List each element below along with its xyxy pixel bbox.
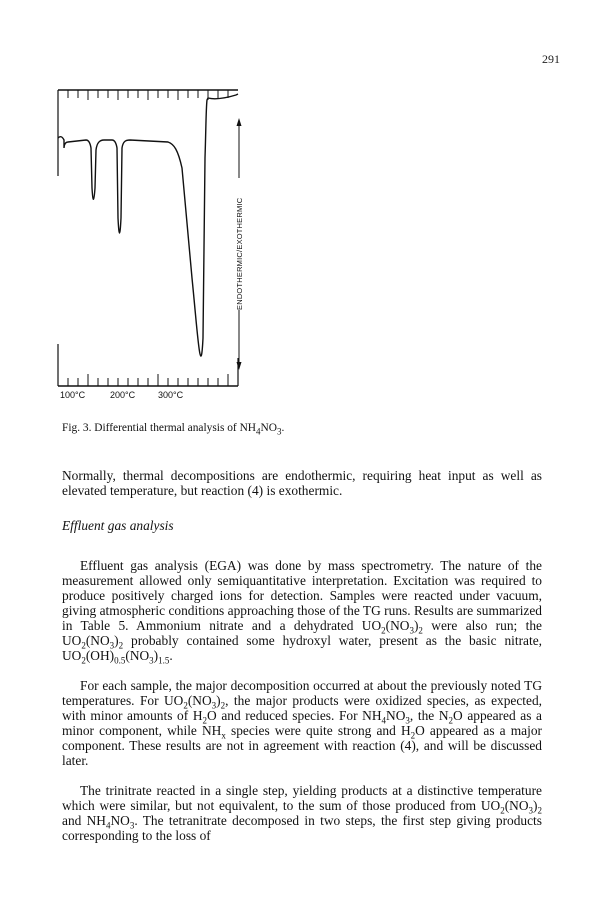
endo-arrow-head [237,362,242,370]
paragraph-ega: Effluent gas analysis (EGA) was done by mass spectrometry. The nature of the measurement allowed only semiquantitative interpretation. Excitation was required to produce positively charged ions for detection. Samples were reacted under vacuum, giving atmospheric conditions approaching those of the TG runs. Results are summarized in Table 5. Ammonium nitrate and a dehydrated $UO_2(NO_3)_2$ were also run; the $UO_2(NO_3)_2$ probably contained some hydroxyl water, present as the basic nitrate, $UO_2(OH)_{0.5}(NO_3)_{1.5}$. [62,558,542,666]
y-axis-label: ENDOTHERMIC/EXOTHERMIC [235,197,244,310]
page-number: 291 [542,52,560,66]
paragraph-trinitrate: The trinitrate reacted in a single step, yielding products at a distinctive temperature which were similar, but not equivalent, to the sum of those produced from $UO_2(NO_3)_2$ and $NH_4NO_3$. The tetranitrate decomposed in two steps, the first step giving products corresponding to the loss of [62,783,542,843]
x-tick-200: 200°C [110,390,136,398]
bottom-ticks [68,374,228,386]
dta-trace [58,94,238,356]
paragraph-decomposition: For each sample, the major decomposition occurred at about the previously noted TG temperatures. For $UO_2(NO_3)_2$, the major products were oxidized species, as expected, with minor amounts of $H_2O$ and reduced species. For $NH_4NO_3$, the $N_2O$ appeared as a minor component, while $NH_x$ species were quite strong and $H_2O$ appeared as a major component. These results are not in agreement with reaction (4), and will be discussed later. [62,678,542,768]
dta-plot [56,78,256,398]
x-tick-300: 300°C [158,390,184,398]
exo-arrow-head [237,118,242,126]
section-heading: Effluent gas analysis [62,518,174,533]
paragraph-endothermic: Normally, thermal decompositions are endothermic, requiring heat input as well as elevated temperature, but reaction (4) is exothermic. [62,468,542,498]
dta-figure [56,78,256,398]
x-tick-100: 100°C [60,390,86,398]
figure-caption: Fig. 3. Differential thermal analysis of $NH_4NO_3$. [62,422,285,437]
top-ticks [68,90,228,100]
